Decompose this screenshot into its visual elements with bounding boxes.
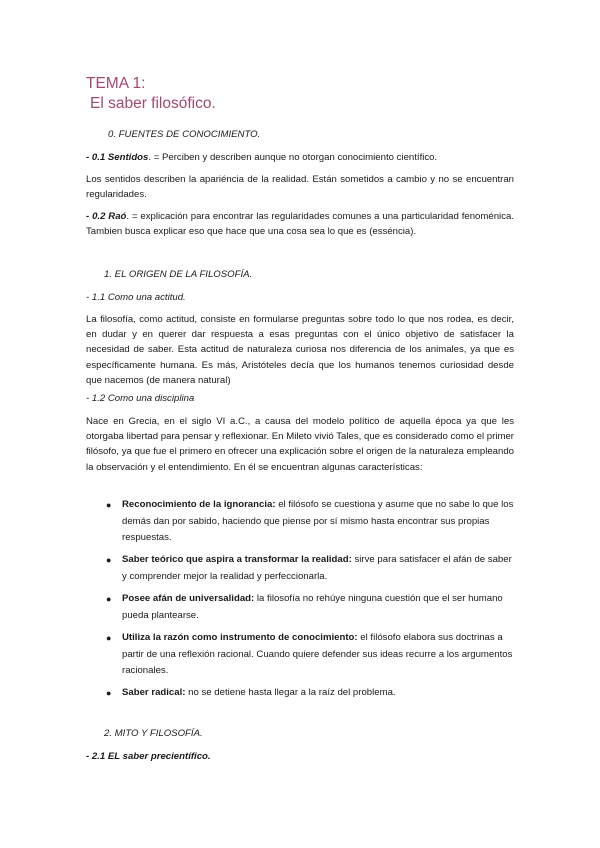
subsection-0-1-text: . = Perciben y describen aunque no otorgan conocimiento científico. (148, 152, 438, 163)
title-line-1: TEMA 1: (86, 75, 146, 92)
subsection-0-1-label: - 0.1 Sentidos (86, 152, 149, 163)
bullet-icon: ● (106, 594, 112, 605)
paragraph-discipline: Nace en Grecia, en el siglo VI a.C., a causa del modelo político de aquella época ya que les otorgaba libertad para pensar y reflexionar. En Mileto vivió Tales, que es considerado como el primer filósofo, ya que fue el primero en ofrecer una explicación sobre el origen de la naturaleza empleando la observación y el entendimiento. En él se encuentran algunas características: (86, 416, 514, 473)
section-1-heading: 1. EL ORIGEN DE LA FILOSOFÍA. (104, 269, 253, 280)
bullet-icon: ● (106, 688, 112, 699)
list-item (86, 630, 516, 680)
list-item-text: el filósofo elabora sus doctrinas a partir de una reflexión racional. Cuando quiere defender sus ideas recurre a los argumentos racionales. (122, 631, 513, 677)
bullet-icon: ● (106, 555, 112, 566)
list-item-text: el filósofo se cuestiona y asume que no sabe lo que los demás dan por sabido, haciendo que piense por sí mismo hasta encontrar sus propias respuestas. (122, 499, 514, 544)
subsection-0-1 (86, 151, 437, 164)
list-item-text: la filosofía no rehúye ninguna cuestión que el ser humano pueda plantearse. (122, 593, 503, 621)
subsection-0-2 (86, 209, 514, 239)
subsection-0-2-label: - 0.2 Raó (86, 211, 127, 222)
paragraph-attitude: La filosofía, como actitud, consiste en formularse preguntas sobre todo lo que nos rodea, es decir, en dudar y en querer dar respuesta a esas preguntas con el único objetivo de satisfacer la necesidad de saber. Esta actitud de naturaleza curiosa nos diferencia de los animales, ya que es específicamente humana. Es más, Aristóteles decía que los humanos tenemos curiosidad desde que nacemos (de manera natural) (86, 314, 514, 386)
list-item (86, 552, 516, 585)
subsection-1-2-label: - 1.2 Como una disciplina (86, 393, 195, 404)
characteristics-list (86, 497, 516, 707)
section-0-heading: 0. FUENTES DE CONOCIMIENTO. (108, 129, 261, 140)
list-item-term: Posee afán de universalidad: (122, 593, 255, 605)
paragraph-senses: Los sentidos describen la apariéncia de la realidad. Están sometidos a cambio y no se encuentran regularidades. (86, 174, 514, 201)
subsection-1-2 (86, 392, 194, 405)
list-item-text: no se detiene hasta llegar a la raíz del problema. (185, 687, 396, 699)
list-item (86, 591, 516, 624)
list-item-term: Utiliza la razón como instrumento de conocimiento: (122, 631, 358, 643)
subsection-2-1 (86, 750, 211, 763)
list-item (86, 685, 516, 702)
section-2-heading: 2. MITO Y FILOSOFÍA. (104, 728, 203, 739)
list-item-text: sirve para satisfacer el afán de saber y comprender mejor la realidad y perfeccionarla. (122, 554, 512, 583)
bullet-icon: ● (106, 500, 112, 510)
list-item-term: Reconocimiento de la ignorancia: (122, 499, 276, 510)
title-line-2: El saber filosófico. (90, 95, 216, 112)
subsection-1-1 (86, 291, 186, 304)
subsection-2-1-label: - 2.1 EL saber precientífico. (86, 751, 211, 762)
list-item-term: Saber teórico que aspira a transformar la realidad: (122, 554, 352, 566)
subsection-1-1-label: - 1.1 Como una actitud. (86, 292, 186, 303)
bullet-icon: ● (106, 632, 112, 643)
list-item-term: Saber radical: (122, 687, 186, 699)
list-item (86, 497, 516, 547)
subsection-0-2-text: . = explicación para encontrar las regularidades comunes a una particularidad fenoménica. Tambien busca explicar eso que hace que una cosa sea lo que es (esséncia). (86, 211, 514, 238)
